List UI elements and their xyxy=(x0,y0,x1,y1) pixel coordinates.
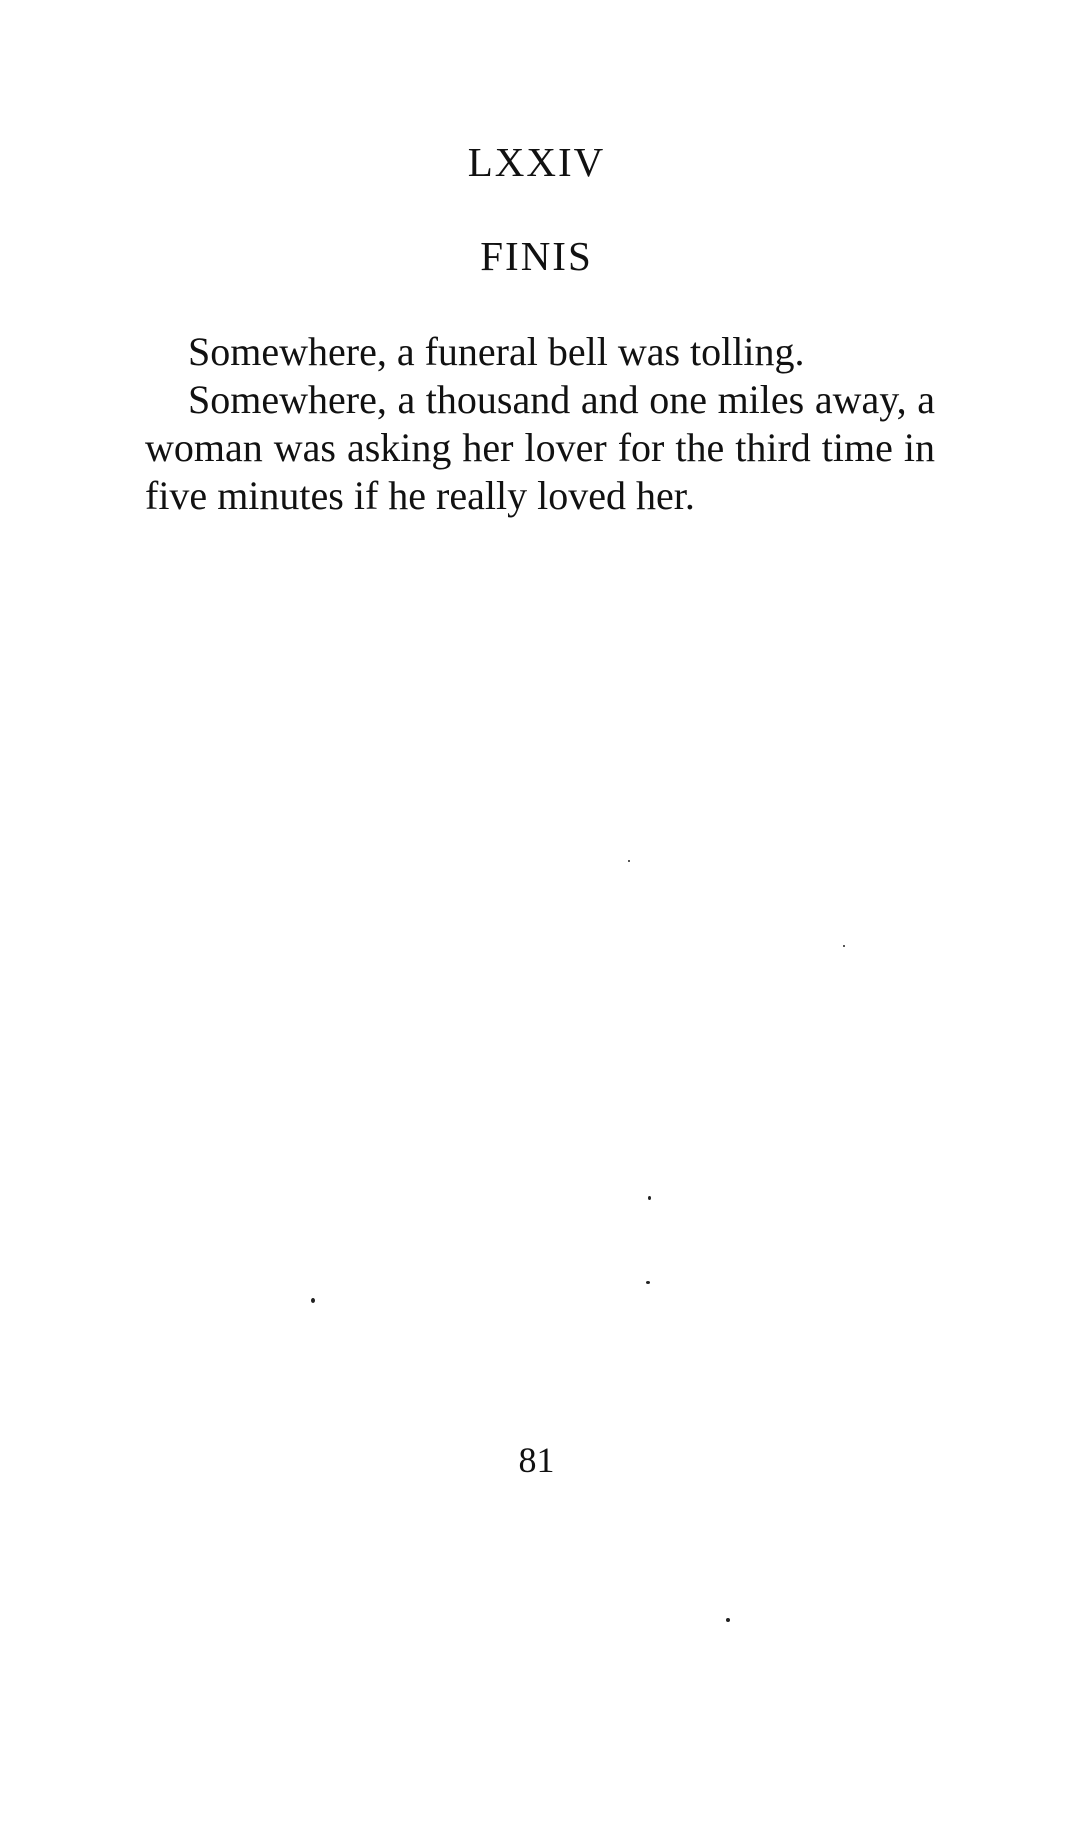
scan-speck xyxy=(628,860,630,862)
scan-speck xyxy=(646,1281,650,1284)
scan-speck xyxy=(648,1196,651,1200)
page-number: 81 xyxy=(518,1440,555,1480)
chapter-body xyxy=(145,328,935,520)
paragraph: Somewhere, a funeral bell was tolling. xyxy=(188,329,805,374)
scan-speck xyxy=(843,945,845,947)
scan-speck xyxy=(311,1298,315,1303)
paragraph: Somewhere, a thousand and one miles away, a woman was asking her lover for the third time in five minutes if he really loved her. xyxy=(145,377,935,518)
scan-speck xyxy=(726,1618,730,1622)
chapter-number: LXXIV xyxy=(467,139,606,185)
chapter-title: FINIS xyxy=(480,233,593,279)
